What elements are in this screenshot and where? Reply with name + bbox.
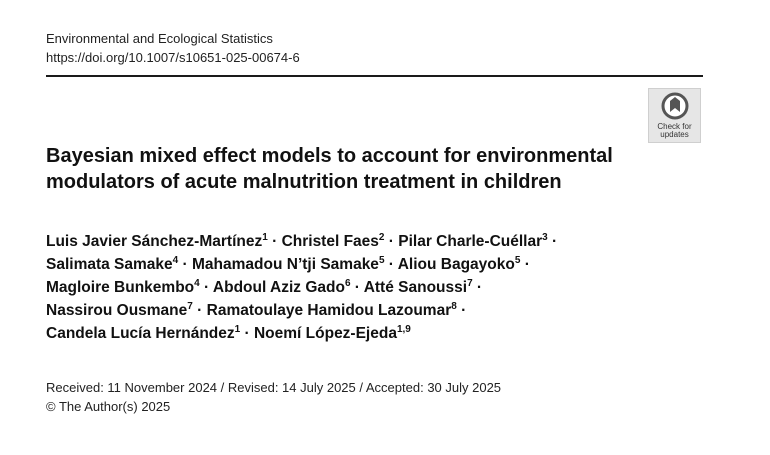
author-name[interactable]: Abdoul Aziz Gado$^6$ (212, 277, 351, 296)
author-name[interactable]: Nassirou Ousmane$^7$ (46, 300, 193, 319)
author-line (46, 322, 686, 345)
author-name[interactable]: Noemí López-Ejeda$^{1,9}$ (253, 323, 411, 342)
paper-title (46, 143, 666, 195)
affiliation-marker: 1,9 (396, 323, 411, 335)
affiliation-marker: 7 (187, 300, 193, 312)
journal-header (46, 29, 300, 67)
article-dates (46, 378, 501, 416)
author-line (46, 253, 686, 276)
author-name[interactable]: Christel Faes$^2$ (281, 231, 385, 250)
badge-line1: Check for (657, 122, 692, 131)
author-separator: · (547, 233, 558, 250)
affiliation-marker: 1 (234, 323, 241, 335)
affiliation-marker: 7 (467, 277, 473, 289)
author-name[interactable]: Mahamadou N’tji Samake$^5$ (192, 254, 385, 273)
author-list (46, 230, 686, 345)
author-line (46, 230, 686, 253)
affiliation-marker: 4 (194, 277, 200, 289)
author-separator: · (178, 256, 193, 273)
affiliation-marker: 8 (451, 300, 457, 312)
affiliation-marker: 5 (514, 254, 521, 266)
title-line: modulators of acute malnutrition treatment in children (46, 171, 562, 193)
affiliation-marker: 6 (344, 277, 351, 289)
affiliation-marker: 3 (542, 231, 548, 243)
author-separator: · (267, 233, 282, 250)
date-history: Received: 11 November 2024 / Revised: 14 July 2025 / Accepted: 30 July 2025 (46, 380, 502, 395)
check-for-updates-badge[interactable] (648, 88, 701, 143)
affiliation-marker: 1 (262, 231, 268, 243)
author-name[interactable]: Luis Javier Sánchez-Martínez$^1$ (46, 231, 268, 250)
title-line: Bayesian mixed effect models to account for environmental (46, 145, 613, 167)
author-separator: · (472, 279, 483, 296)
author-separator: · (199, 279, 213, 296)
badge-line2: updates (660, 130, 689, 139)
author-name[interactable]: Aliou Bagayoko$^5$ (397, 254, 521, 273)
author-separator: · (520, 256, 530, 273)
author-line (46, 299, 686, 322)
author-name[interactable]: Pilar Charle-Cuéllar$^3$ (398, 231, 548, 250)
affiliation-marker: 2 (378, 231, 385, 243)
author-name[interactable]: Atté Sanoussi$^7$ (363, 277, 473, 296)
author-name[interactable]: Ramatoulaye Hamidou Lazoumar$^8$ (206, 300, 457, 319)
author-name[interactable]: Candela Lucía Hernández$^1$ (46, 323, 241, 342)
author-separator: · (384, 233, 399, 250)
author-separator: · (350, 279, 364, 296)
author-line (46, 276, 686, 299)
author-name[interactable]: Magloire Bunkembo$^4$ (46, 277, 200, 296)
copyright: © The Author(s) 2025 (46, 399, 171, 414)
affiliation-marker: 4 (172, 254, 179, 266)
header-rule (46, 75, 703, 77)
author-separator: · (192, 302, 207, 319)
journal-name: Environmental and Ecological Statistics (46, 31, 273, 46)
author-separator: · (456, 302, 467, 319)
affiliation-marker: 5 (378, 254, 385, 266)
author-separator: · (384, 256, 398, 273)
doi-link[interactable]: https://doi.org/10.1007/s10651-025-00674-6 (46, 50, 300, 65)
author-separator: · (240, 325, 254, 342)
author-name[interactable]: Salimata Samake$^4$ (46, 254, 179, 273)
check-for-updates-icon (661, 92, 689, 122)
